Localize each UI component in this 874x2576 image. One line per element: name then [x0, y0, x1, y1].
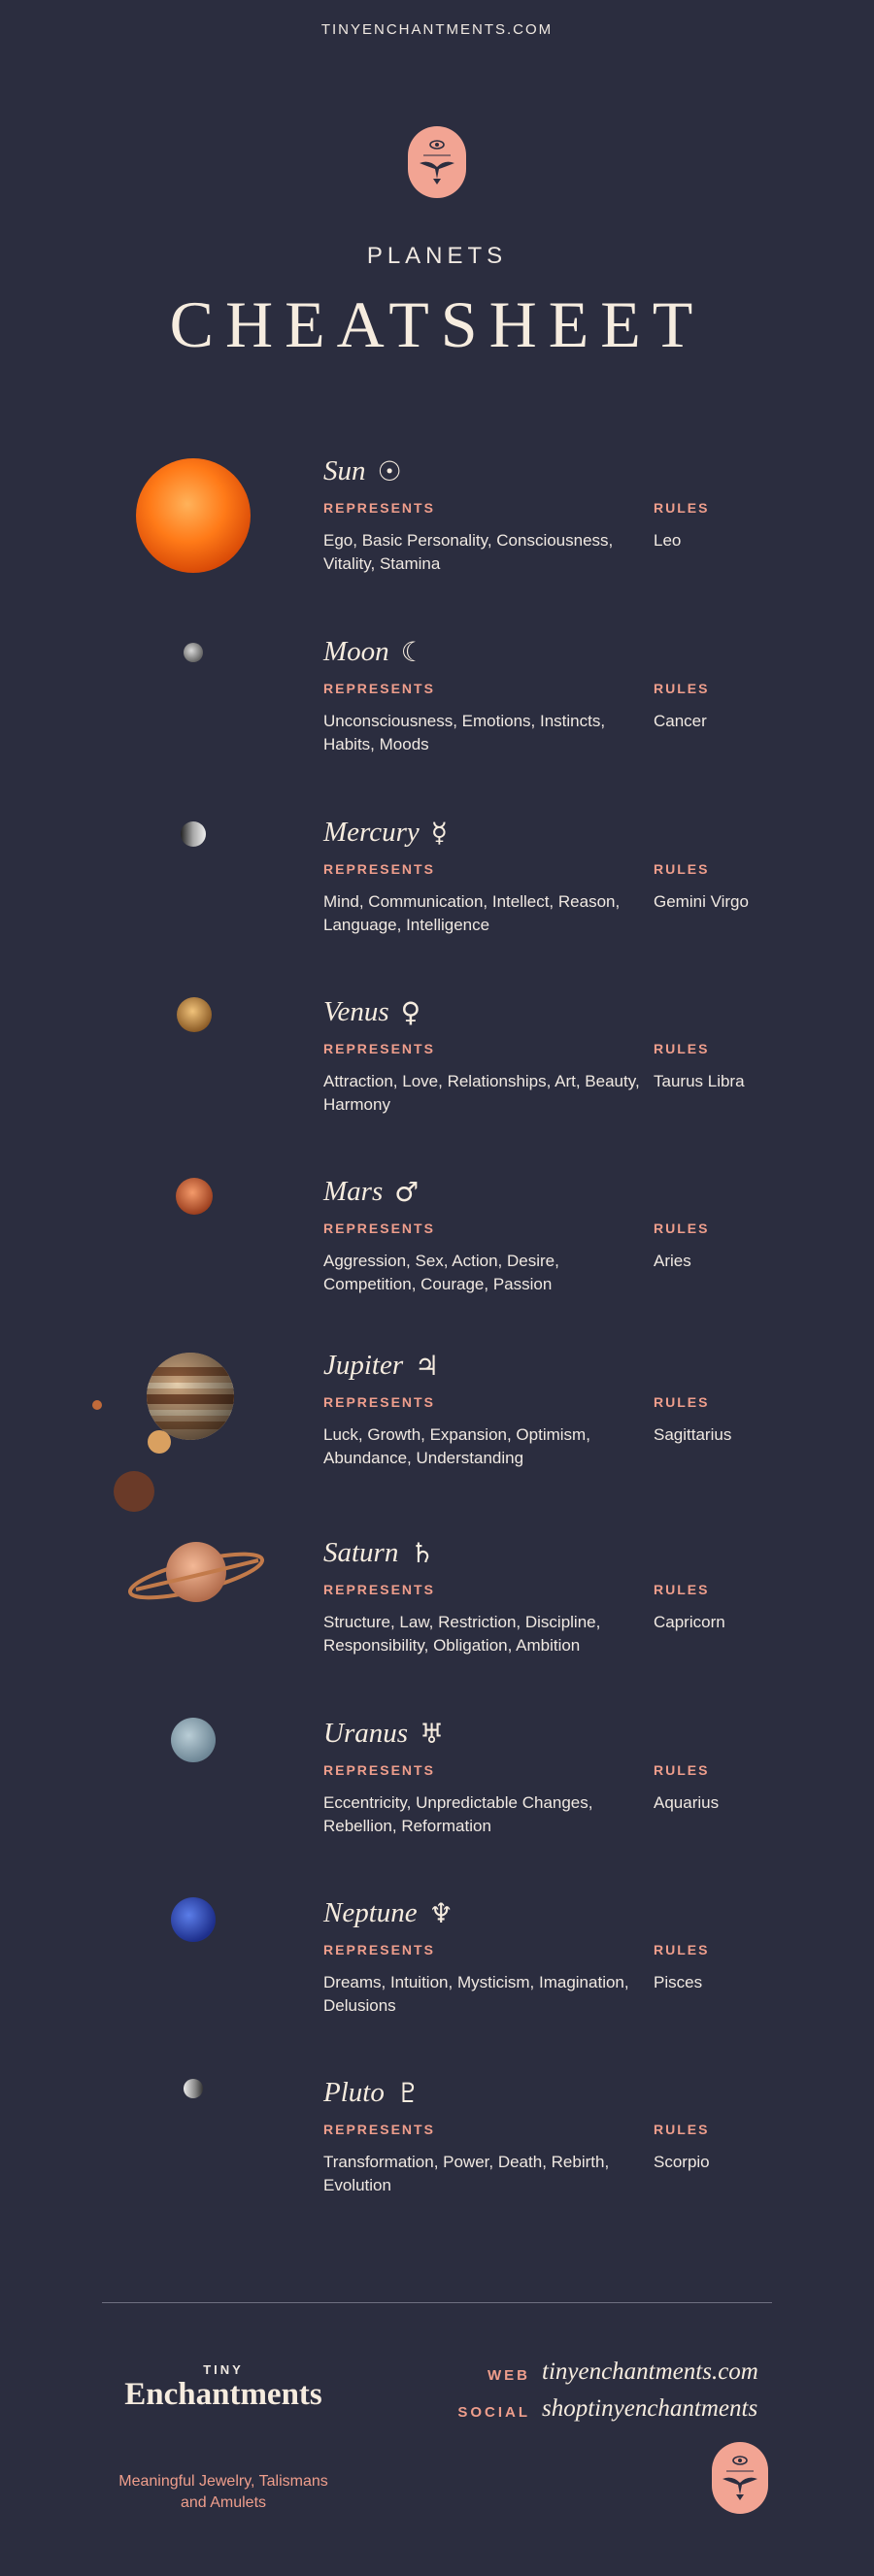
jupiter-image-icon: [85, 1350, 241, 1515]
planet-name: [323, 813, 448, 852]
planet-name: [323, 1346, 439, 1385]
brand-name: Enchantments: [124, 2377, 322, 2412]
social-link[interactable]: shoptinyenchantments: [542, 2395, 758, 2422]
venus-image-icon: [176, 996, 213, 1033]
rules-text: Pisces: [654, 1973, 703, 1991]
planet-name-text: Mercury: [323, 816, 420, 848]
planet-name-text: Saturn: [323, 1536, 399, 1568]
represents-label: REPRESENTS: [323, 1221, 435, 1236]
represents-label: REPRESENTS: [323, 1582, 435, 1597]
represents-label: REPRESENTS: [323, 500, 435, 516]
pluto-symbol-icon: ♇: [395, 2076, 420, 2109]
rules-label: RULES: [654, 1041, 710, 1056]
uranus-image-icon: [170, 1717, 217, 1763]
represents-text: Unconsciousness, Emotions, Instincts, Habits, Moods: [323, 712, 606, 753]
represents-text: Aggression, Sex, Action, Desire, Competition, Courage, Passion: [323, 1252, 559, 1293]
rules-label: RULES: [654, 1762, 710, 1778]
planet-name: [323, 992, 420, 1031]
sun-symbol-icon: ☉: [377, 454, 402, 487]
web-label: WEB: [487, 2367, 530, 2384]
planet-name: [323, 1172, 419, 1211]
represents-label: REPRESENTS: [323, 2122, 435, 2137]
page-title: CHEATSHEET: [169, 287, 705, 361]
planet-name: [323, 452, 402, 490]
planet-row-moon: [0, 632, 874, 812]
rules-text: Capricorn: [654, 1613, 725, 1631]
planet-name-text: Uranus: [323, 1717, 409, 1749]
footer-divider: [102, 2302, 772, 2303]
rules-label: RULES: [654, 1394, 710, 1410]
represents-text: Transformation, Power, Death, Rebirth, Evolution: [323, 2153, 610, 2194]
jupiter-symbol-icon: ♃: [415, 1349, 440, 1382]
footer-logo-badge: [712, 2442, 768, 2514]
represents-text: Attraction, Love, Relationships, Art, Beauty, Harmony: [323, 1072, 640, 1114]
eye-bird-logo-icon: [416, 134, 458, 190]
mars-image-icon: [175, 1177, 214, 1216]
planet-name-text: Mars: [323, 1175, 384, 1207]
neptune-image-icon: [170, 1896, 217, 1943]
represents-label: REPRESENTS: [323, 1942, 435, 1957]
planet-name-text: Neptune: [323, 1896, 418, 1928]
rules-text: Aquarius: [654, 1793, 720, 1812]
rules-label: RULES: [654, 500, 710, 516]
sun-image-icon: [134, 456, 252, 575]
rules-text: Sagittarius: [654, 1425, 732, 1444]
planet-name: [323, 632, 425, 671]
represents-text: Luck, Growth, Expansion, Optimism, Abundance, Understanding: [323, 1425, 590, 1467]
rules-label: RULES: [654, 1942, 710, 1957]
planet-row-pluto: [0, 2073, 874, 2253]
planet-row-sun: [0, 452, 874, 631]
planet-name-text: Venus: [323, 995, 389, 1027]
logo-badge: [408, 126, 466, 198]
represents-label: REPRESENTS: [323, 1394, 435, 1410]
rules-text: Cancer: [654, 712, 707, 730]
represents-label: REPRESENTS: [323, 861, 435, 877]
social-label: SOCIAL: [457, 2404, 530, 2421]
represents-text: Structure, Law, Restriction, Discipline, Responsibility, Obligation, Ambition: [323, 1613, 601, 1655]
planet-row-venus: [0, 992, 874, 1172]
page-subtitle: PLANETS: [366, 243, 508, 269]
rules-text: Aries: [654, 1252, 691, 1270]
rules-label: RULES: [654, 1221, 710, 1236]
rules-text: Scorpio: [654, 2153, 710, 2171]
planet-row-neptune: [0, 1893, 874, 2073]
planet-name-text: Sun: [323, 454, 366, 486]
planet-name: [323, 1893, 454, 1932]
pluto-image-icon: [183, 2078, 204, 2099]
saturn-image-icon: [126, 1533, 266, 1611]
web-link[interactable]: tinyenchantments.com: [542, 2359, 758, 2385]
mercury-image-icon: [180, 820, 207, 848]
brand-small: TINY: [203, 2362, 244, 2377]
uranus-symbol-icon: ♅: [420, 1717, 445, 1750]
planet-name: [323, 2073, 420, 2112]
moon-image-icon: [183, 642, 204, 663]
rules-text: Leo: [654, 531, 682, 550]
moon-symbol-icon: ☾: [400, 635, 425, 668]
site-url[interactable]: TINYENCHANTMENTS.COM: [320, 21, 554, 38]
rules-label: RULES: [654, 861, 710, 877]
tagline: Meaningful Jewelry, Talismans and Amulets: [118, 2473, 328, 2511]
rules-text: Gemini Virgo: [654, 892, 749, 911]
rules-label: RULES: [654, 1582, 710, 1597]
planet-row-uranus: [0, 1714, 874, 1893]
mars-symbol-icon: ♂: [394, 1175, 420, 1208]
planet-name: [323, 1714, 444, 1753]
planet-name-text: Jupiter: [323, 1349, 404, 1381]
represents-label: REPRESENTS: [323, 1041, 435, 1056]
represents-text: Mind, Communication, Intellect, Reason, Language, Intelligence: [323, 892, 621, 934]
eye-bird-logo-icon: [719, 2450, 761, 2506]
planet-row-saturn: [0, 1533, 874, 1713]
represents-text: Ego, Basic Personality, Consciousness, Vitality, Stamina: [323, 531, 614, 573]
neptune-symbol-icon: ♆: [428, 1896, 454, 1929]
represents-label: REPRESENTS: [323, 681, 435, 696]
represents-label: REPRESENTS: [323, 1762, 435, 1778]
planet-row-mars: [0, 1172, 874, 1352]
rules-label: RULES: [654, 681, 710, 696]
venus-symbol-icon: ♀: [400, 995, 421, 1028]
rules-text: Taurus Libra: [654, 1072, 745, 1090]
planet-name-text: Moon: [323, 635, 389, 667]
planet-row-jupiter: [0, 1346, 874, 1525]
planet-name: [323, 1533, 434, 1572]
saturn-symbol-icon: ♄: [410, 1536, 435, 1569]
rules-label: RULES: [654, 2122, 710, 2137]
represents-text: Dreams, Intuition, Mysticism, Imagination, Delusions: [323, 1973, 629, 2015]
represents-text: Eccentricity, Unpredictable Changes, Rebellion, Reformation: [323, 1793, 593, 1835]
planet-row-mercury: [0, 813, 874, 992]
planet-name-text: Pluto: [323, 2076, 385, 2108]
mercury-symbol-icon: ☿: [430, 816, 448, 849]
